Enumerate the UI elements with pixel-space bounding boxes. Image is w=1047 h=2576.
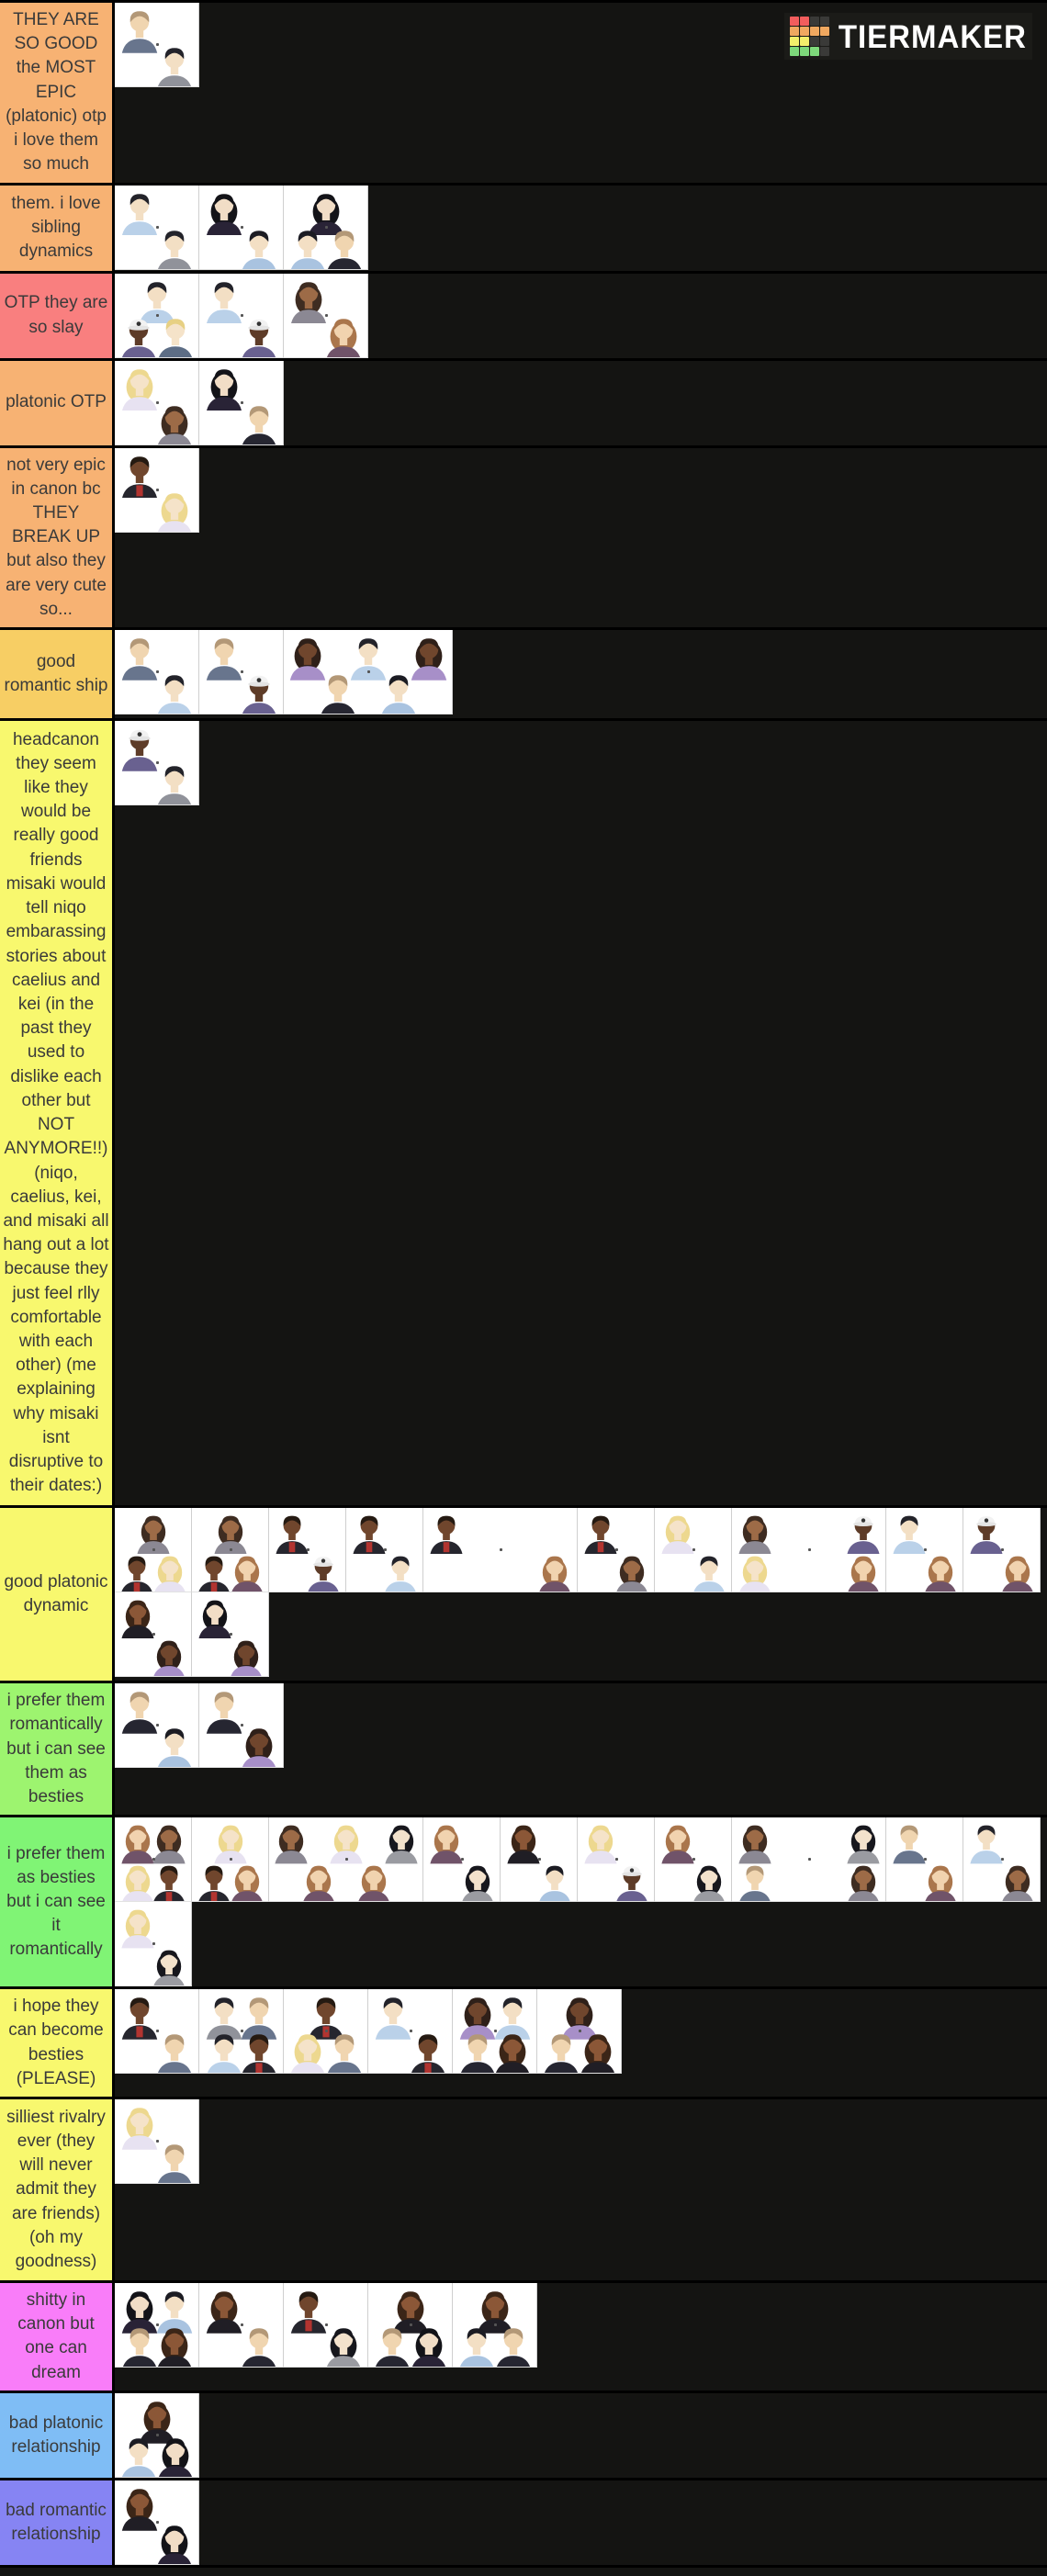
character-avatar — [490, 2028, 535, 2074]
character-avatar — [997, 1550, 1038, 1592]
character-pair-image[interactable] — [655, 1508, 732, 1592]
pair-separator-dot — [241, 1724, 243, 1727]
character-avatar — [152, 224, 197, 270]
character-avatar — [150, 1550, 190, 1592]
character-pair-image[interactable] — [578, 1817, 655, 1902]
character-pair-image[interactable] — [115, 361, 199, 445]
character-pair-image[interactable] — [115, 721, 199, 805]
character-pair-image[interactable] — [501, 1817, 578, 1902]
character-pair-image[interactable] — [284, 630, 453, 714]
character-pair-image[interactable] — [284, 186, 368, 270]
tiermaker-logo-text: TIERMAKER — [838, 17, 1027, 54]
character-avatar — [658, 1510, 698, 1554]
tier-images-area — [115, 721, 1047, 1505]
logo-grid-cell — [800, 27, 809, 36]
character-avatar — [843, 1819, 884, 1863]
character-pair-image[interactable] — [284, 1989, 368, 2074]
tier-images-area — [115, 448, 1047, 628]
character-avatar — [272, 1510, 312, 1554]
tier-row — [0, 2480, 1047, 2568]
tier-images-area — [115, 186, 1047, 271]
pair-separator-dot — [230, 1858, 232, 1861]
character-avatar — [195, 1594, 235, 1638]
pair-separator-dot — [384, 1548, 387, 1551]
character-pair-image[interactable] — [346, 1508, 423, 1592]
pair-separator-dot — [156, 2030, 159, 2032]
logo-grid-cell — [810, 47, 819, 56]
tier-label: platonic OTP — [0, 361, 115, 445]
pair-separator-dot — [156, 489, 159, 491]
character-pair-image[interactable] — [368, 2283, 453, 2368]
tier-row — [0, 630, 1047, 721]
pair-separator-dot — [538, 1858, 541, 1861]
character-pair-image[interactable] — [423, 1817, 501, 1902]
character-avatar — [407, 632, 451, 681]
tier-row — [0, 448, 1047, 631]
character-avatar — [380, 1550, 421, 1592]
character-avatar — [152, 2028, 197, 2074]
pair-separator-dot — [241, 670, 243, 673]
character-avatar — [406, 2028, 450, 2074]
pair-separator-dot — [307, 1548, 310, 1551]
character-avatar — [735, 1819, 775, 1863]
logo-grid-cell — [810, 37, 819, 46]
logo-grid-cell — [790, 17, 799, 26]
character-pair-image[interactable] — [655, 1817, 732, 1902]
character-pair-image[interactable] — [192, 1508, 269, 1592]
character-pair-image[interactable] — [578, 1508, 655, 1592]
tier-label: THEY ARE SO GOOD the MOST EPIC (platonic) otp i love them so much — [0, 3, 115, 183]
tier-image-row — [115, 2480, 199, 2565]
character-avatar — [580, 1510, 621, 1554]
pair-separator-dot — [241, 2030, 243, 2032]
character-pair-image[interactable] — [115, 1817, 192, 1902]
tier-image-row — [115, 2393, 199, 2478]
character-avatar — [149, 1635, 189, 1677]
character-pair-image[interactable] — [199, 1989, 284, 2074]
character-pair-image[interactable] — [115, 2393, 199, 2478]
tier-label: them. i love sibling dynamics — [0, 186, 115, 271]
character-avatar — [966, 1510, 1007, 1554]
character-pair-image[interactable] — [115, 2480, 199, 2565]
pair-separator-dot — [241, 401, 243, 404]
character-avatar — [152, 2138, 197, 2184]
character-avatar — [153, 312, 197, 358]
tier-row — [0, 721, 1047, 1508]
tier-images-area — [115, 1989, 1047, 2097]
tier-image-row — [115, 448, 199, 533]
character-avatar — [920, 1860, 961, 1902]
character-avatar — [237, 2028, 281, 2074]
pair-separator-dot — [156, 401, 159, 404]
character-pair-image[interactable] — [115, 1592, 192, 1677]
pair-separator-dot — [325, 226, 328, 229]
pair-separator-dot — [156, 1724, 159, 1727]
pair-separator-dot — [692, 1858, 695, 1861]
character-avatar — [322, 2028, 366, 2074]
character-avatar — [237, 312, 281, 358]
pair-separator-dot — [156, 670, 159, 673]
character-avatar — [920, 1550, 961, 1592]
character-pair-image[interactable] — [423, 1508, 578, 1592]
character-avatar — [322, 224, 366, 270]
tier-image-row — [115, 1508, 1041, 1592]
tier-image-row — [115, 2283, 537, 2368]
pair-separator-dot — [325, 2030, 328, 2032]
tier-row — [0, 186, 1047, 274]
tier-row — [0, 2283, 1047, 2393]
pair-separator-dot — [367, 670, 370, 673]
pair-separator-dot — [1001, 1858, 1004, 1861]
character-avatar — [491, 2322, 535, 2368]
pair-separator-dot — [494, 2323, 497, 2326]
character-pair-image[interactable] — [537, 1989, 622, 2074]
character-avatar — [152, 759, 197, 805]
tier-image-row — [115, 3, 199, 87]
character-pair-image[interactable] — [368, 1989, 453, 2074]
character-avatar — [321, 2322, 366, 2368]
logo-grid-cell — [790, 37, 799, 46]
tier-label: good platonic dynamic — [0, 1508, 115, 1681]
tier-row — [0, 2393, 1047, 2480]
character-pair-image[interactable] — [269, 1817, 423, 1902]
character-avatar — [612, 1860, 652, 1902]
logo-grid-cell — [810, 17, 819, 26]
pair-separator-dot — [230, 1633, 232, 1636]
pair-separator-dot — [241, 226, 243, 229]
tier-label: not very epic in canon bc THEY BREAK UP but also they are very cute so... — [0, 448, 115, 628]
logo-grid-cell — [800, 17, 809, 26]
character-avatar — [689, 1860, 729, 1902]
pair-separator-dot — [152, 1548, 155, 1551]
character-pair-image[interactable] — [199, 2283, 284, 2368]
character-avatar — [576, 2028, 620, 2074]
tier-image-row — [115, 186, 368, 270]
tier-label: i prefer them as besties but i can see it romantically — [0, 1817, 115, 1986]
pair-separator-dot — [152, 1633, 155, 1636]
character-pair-image[interactable] — [199, 274, 284, 358]
tier-label: good romantic ship — [0, 630, 115, 718]
character-pair-image[interactable] — [115, 2283, 199, 2368]
tier-image-row — [115, 1592, 269, 1677]
character-pair-image[interactable] — [115, 3, 199, 87]
pair-separator-dot — [241, 2323, 243, 2326]
pair-separator-dot — [156, 2521, 159, 2524]
character-avatar — [237, 2322, 281, 2368]
tier-images-area — [115, 1817, 1047, 1986]
pair-separator-dot — [494, 2030, 497, 2032]
character-avatar — [426, 1510, 467, 1554]
character-avatar — [149, 1860, 189, 1902]
tier-label: i hope they can become besties (PLEASE) — [0, 1989, 115, 2097]
tier-images-area — [115, 2480, 1047, 2565]
pair-separator-dot — [241, 314, 243, 317]
character-avatar — [843, 1550, 884, 1592]
character-avatar — [227, 1550, 267, 1592]
tier-label: shitty in canon but one can dream — [0, 2283, 115, 2390]
character-avatar — [354, 1860, 394, 1902]
pair-separator-dot — [579, 2030, 581, 2032]
character-pair-image[interactable] — [199, 1683, 284, 1768]
tier-row — [0, 1989, 1047, 2099]
pair-separator-dot — [156, 226, 159, 229]
character-pair-image[interactable] — [192, 1817, 269, 1902]
character-pair-image[interactable] — [284, 2283, 368, 2368]
character-avatar — [226, 1635, 266, 1677]
character-avatar — [535, 1860, 575, 1902]
logo-grid-cell — [820, 47, 829, 56]
character-pair-image[interactable] — [453, 1989, 537, 2074]
pair-separator-dot — [615, 1548, 618, 1551]
character-avatar — [152, 487, 197, 533]
logo-grid-cell — [800, 37, 809, 46]
pair-separator-dot — [156, 2323, 159, 2326]
logo-grid-cell — [810, 27, 819, 36]
character-avatar — [237, 1722, 281, 1768]
character-pair-image[interactable] — [192, 1592, 269, 1677]
logo-grid-cell — [790, 47, 799, 56]
character-avatar — [152, 669, 197, 714]
pair-separator-dot — [924, 1858, 927, 1861]
character-avatar — [889, 1510, 929, 1554]
tier-label: bad romantic relationship — [0, 2480, 115, 2565]
pair-separator-dot — [156, 2140, 159, 2143]
tier-images-area — [115, 2393, 1047, 2478]
tier-label: headcanon they seem like they would be really good friends misaki would tell niqo embarassing stories about caelius and kei (in the past they used to dislike each other but NOT ANYMORE!!) (niqo, caelius, kei, and misaki all hang out a lot because they just feel rlly comfortable with each other) (me explaining why misaki isnt disruptive to their dates:) — [0, 721, 115, 1505]
character-avatar — [237, 669, 281, 714]
tier-image-row — [115, 2099, 199, 2184]
character-avatar — [843, 1510, 884, 1554]
tier-row — [0, 274, 1047, 361]
pair-separator-dot — [500, 1548, 502, 1551]
pair-separator-dot — [1001, 1548, 1004, 1551]
pair-separator-dot — [924, 1548, 927, 1551]
logo-grid-cell — [820, 37, 829, 46]
character-pair-image[interactable] — [115, 1902, 192, 1986]
character-pair-image[interactable] — [115, 186, 199, 270]
character-pair-image[interactable] — [732, 1508, 886, 1592]
character-pair-image[interactable] — [115, 630, 199, 714]
character-avatar — [271, 1819, 311, 1863]
tier-label: i prefer them romantically but i can see them as besties — [0, 1683, 115, 1815]
tier-label: bad platonic relationship — [0, 2393, 115, 2478]
character-pair-image[interactable] — [199, 361, 284, 445]
tier-images-area — [115, 361, 1047, 445]
tier-image-row — [115, 1817, 1041, 1902]
tier-row — [0, 1683, 1047, 1817]
character-avatar — [735, 1860, 775, 1902]
character-avatar — [407, 2322, 451, 2368]
character-avatar — [152, 2519, 197, 2565]
character-avatar — [381, 1819, 422, 1863]
tier-row — [0, 1508, 1047, 1683]
character-avatar — [535, 1550, 575, 1592]
tier-image-row — [115, 274, 368, 358]
tier-images-area — [115, 274, 1047, 358]
character-pair-image[interactable] — [115, 1508, 192, 1592]
pair-separator-dot — [325, 2323, 328, 2326]
character-avatar — [152, 399, 197, 445]
character-avatar — [237, 399, 281, 445]
logo-grid-cell — [790, 27, 799, 36]
character-avatar — [735, 1510, 775, 1554]
character-pair-image[interactable] — [115, 1683, 199, 1768]
character-pair-image[interactable] — [115, 274, 199, 358]
tier-images-area — [115, 1508, 1047, 1681]
character-avatar — [298, 1860, 339, 1902]
character-pair-image[interactable] — [732, 1817, 886, 1902]
pair-separator-dot — [615, 1858, 618, 1861]
pair-separator-dot — [156, 2434, 159, 2436]
character-avatar — [612, 1550, 652, 1592]
pair-separator-dot — [410, 2323, 412, 2326]
tiermaker-logo — [784, 13, 1032, 60]
character-avatar — [735, 1550, 775, 1592]
character-avatar — [457, 1860, 498, 1902]
pair-separator-dot — [152, 1858, 155, 1861]
tier-image-row — [115, 1989, 622, 2074]
character-pair-image[interactable] — [269, 1508, 346, 1592]
character-avatar — [153, 2432, 197, 2478]
pair-separator-dot — [410, 2030, 412, 2032]
pair-separator-dot — [156, 761, 159, 764]
character-avatar — [118, 1594, 158, 1638]
tiermaker-logo-grid-icon — [790, 17, 829, 56]
logo-grid-cell — [820, 17, 829, 26]
character-pair-image[interactable] — [115, 2099, 199, 2184]
character-pair-image[interactable] — [115, 448, 199, 533]
tier-row — [0, 2099, 1047, 2283]
character-avatar — [152, 2322, 197, 2368]
pair-separator-dot — [152, 1942, 155, 1945]
pair-separator-dot — [156, 314, 159, 317]
character-pair-image[interactable] — [886, 1508, 963, 1592]
tier-image-row — [115, 1902, 192, 1986]
tier-row — [0, 1817, 1047, 1989]
pair-separator-dot — [808, 1548, 811, 1551]
pair-separator-dot — [808, 1858, 811, 1861]
character-pair-image[interactable] — [453, 2283, 537, 2368]
character-pair-image[interactable] — [199, 186, 284, 270]
logo-grid-cell — [800, 47, 809, 56]
character-avatar — [152, 41, 197, 87]
character-avatar — [149, 1944, 189, 1986]
character-avatar — [303, 1550, 343, 1592]
character-avatar — [843, 1860, 884, 1902]
tier-image-row — [115, 361, 284, 445]
tier-image-row — [115, 630, 453, 714]
tier-row — [0, 361, 1047, 448]
pair-separator-dot — [461, 1858, 464, 1861]
tier-image-row — [115, 721, 199, 805]
tier-images-area — [115, 2283, 1047, 2390]
pair-separator-dot — [345, 1858, 348, 1861]
character-avatar — [349, 1510, 389, 1554]
tier-label: OTP they are so slay — [0, 274, 115, 358]
character-pair-image[interactable] — [115, 1989, 199, 2074]
character-pair-image[interactable] — [963, 1817, 1041, 1902]
character-avatar — [321, 312, 366, 358]
pair-separator-dot — [325, 314, 328, 317]
character-pair-image[interactable] — [199, 630, 284, 714]
character-avatar — [689, 1550, 729, 1592]
tier-image-row — [115, 1683, 284, 1768]
pair-separator-dot — [692, 1548, 695, 1551]
pair-separator-dot — [230, 1548, 232, 1551]
tier-images-area — [115, 1683, 1047, 1815]
character-avatar — [997, 1860, 1038, 1902]
character-pair-image[interactable] — [284, 274, 368, 358]
tier-label: silliest rivalry ever (they will never admit they are friends) (oh my goodness) — [0, 2099, 115, 2280]
pair-separator-dot — [156, 43, 159, 46]
character-avatar — [237, 224, 281, 270]
character-avatar — [227, 1860, 267, 1902]
character-pair-image[interactable] — [963, 1508, 1041, 1592]
tier-images-area — [115, 630, 1047, 718]
logo-grid-cell — [820, 27, 829, 36]
character-pair-image[interactable] — [886, 1817, 963, 1902]
character-avatar — [152, 1722, 197, 1768]
tier-images-area — [115, 2099, 1047, 2280]
